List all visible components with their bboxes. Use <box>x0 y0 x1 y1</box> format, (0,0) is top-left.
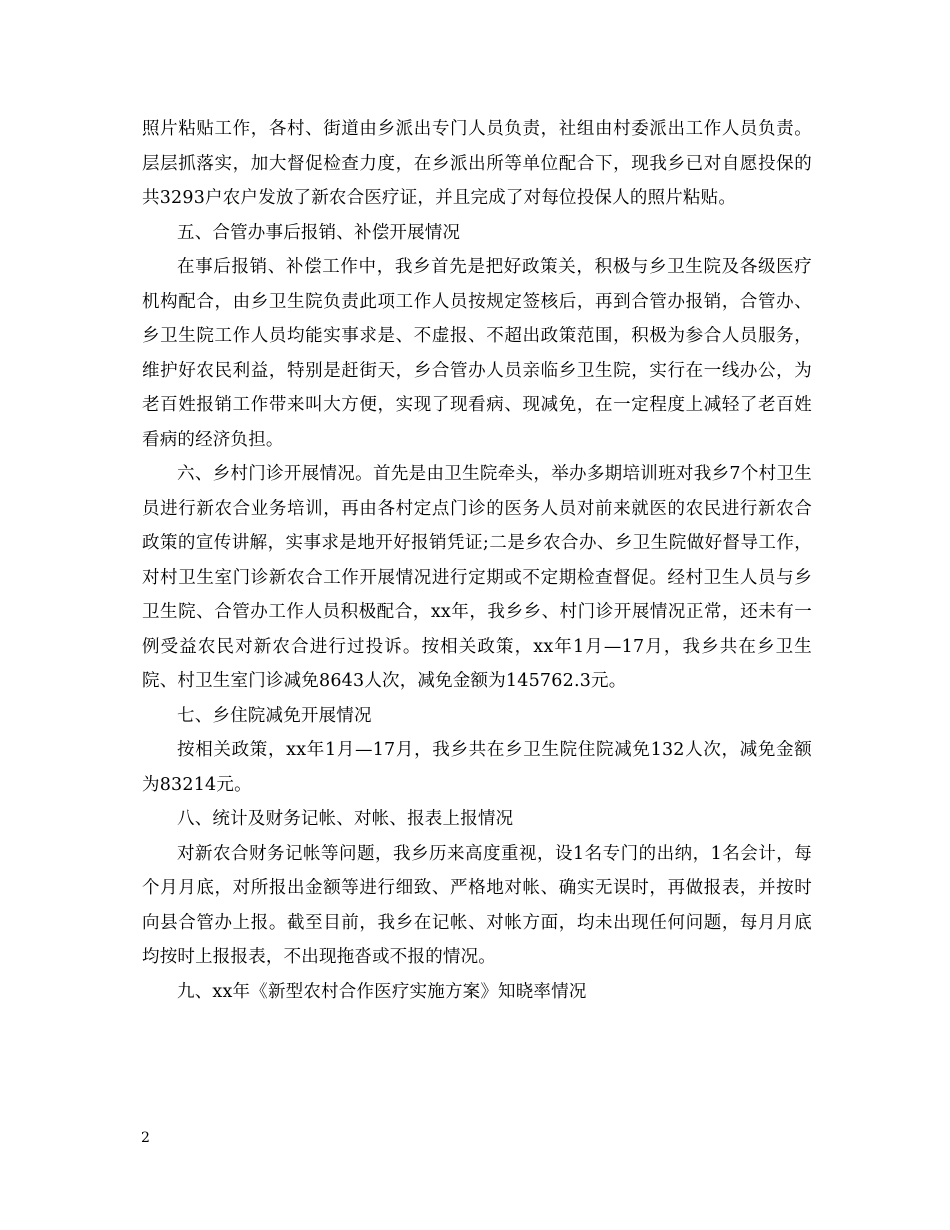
paragraph-reimbursement: 在事后报销、补偿工作中，我乡首先是把好政策关，积极与乡卫生院及各级医疗机构配合，由乡卫生院负责此项工作人员按规定签核后，再到合管办报销，合管办、乡卫生院工作人员均能实事求是、不虚报、不超出政策范围，积极为参合人员服务，维护好农民利益，特别是赶街天，乡合管办人员亲临乡卫生院，实行在一线办公，为老百姓报销工作带来叫大方便，实现了现看病、现减免，在一定程度上减轻了老百姓看病的经济负担。 <box>142 257 812 450</box>
heading-section-7: 七、乡住院减免开展情况 <box>177 705 372 726</box>
heading-section-5: 五、合管办事后报销、补偿开展情况 <box>177 222 461 243</box>
heading-section-9: 九、xx年《新型农村合作医疗实施方案》知晓率情况 <box>177 981 587 1002</box>
heading-section-8: 八、统计及财务记帐、对帐、报表上报情况 <box>177 809 514 829</box>
paragraph-photo-pasting: 照片粘贴工作，各村、街道由乡派出专门人员负责，社组由村委派出工作人员负责。层层抓落实，加大督促检查力度，在乡派出所等单位配合下，现我乡已对自愿投保的共3293户农户发放了新农合医疗证，并且完成了对每位投保人的照片粘贴。 <box>142 119 812 208</box>
page-number: 2 <box>141 1130 150 1146</box>
body-text <box>142 112 812 1009</box>
paragraph-hospitalization: 按相关政策，xx年1月—17月，我乡共在乡卫生院住院减免132人次，减免金额为83214元。 <box>142 740 812 795</box>
paragraph-finance: 对新农合财务记帐等问题，我乡历来高度重视，设1名专门的出纳，1名会计，每个月月底，对所报出金额等进行细致、严格地对帐、确实无误时，再做报表，并按时向县合管办上报。截至目前，我乡在记帐、对帐方面，均未出现任何问题，每月月底均按时上报报表，不出现拖沓或不报的情况。 <box>142 843 812 967</box>
paragraph-section-6-clinics: 六、乡村门诊开展情况。首先是由卫生院牵头，举办多期培训班对我乡7个村卫生员进行新农合业务培训，再由各村定点门诊的医务人员对前来就医的农民进行新农合政策的宣传讲解，实事求是地开好报销凭证;二是乡农合办、乡卫生院做好督导工作，对村卫生室门诊新农合工作开展情况进行定期或不定期检查督促。经村卫生人员与乡卫生院、合管办工作人员积极配合，xx年，我乡乡、村门诊开展情况正常，还未有一例受益农民对新农合进行过投诉。按相关政策，xx年1月—17月，我乡共在乡卫生院、村卫生室门诊减免8643人次，减免金额为145762.3元。 <box>142 464 812 691</box>
